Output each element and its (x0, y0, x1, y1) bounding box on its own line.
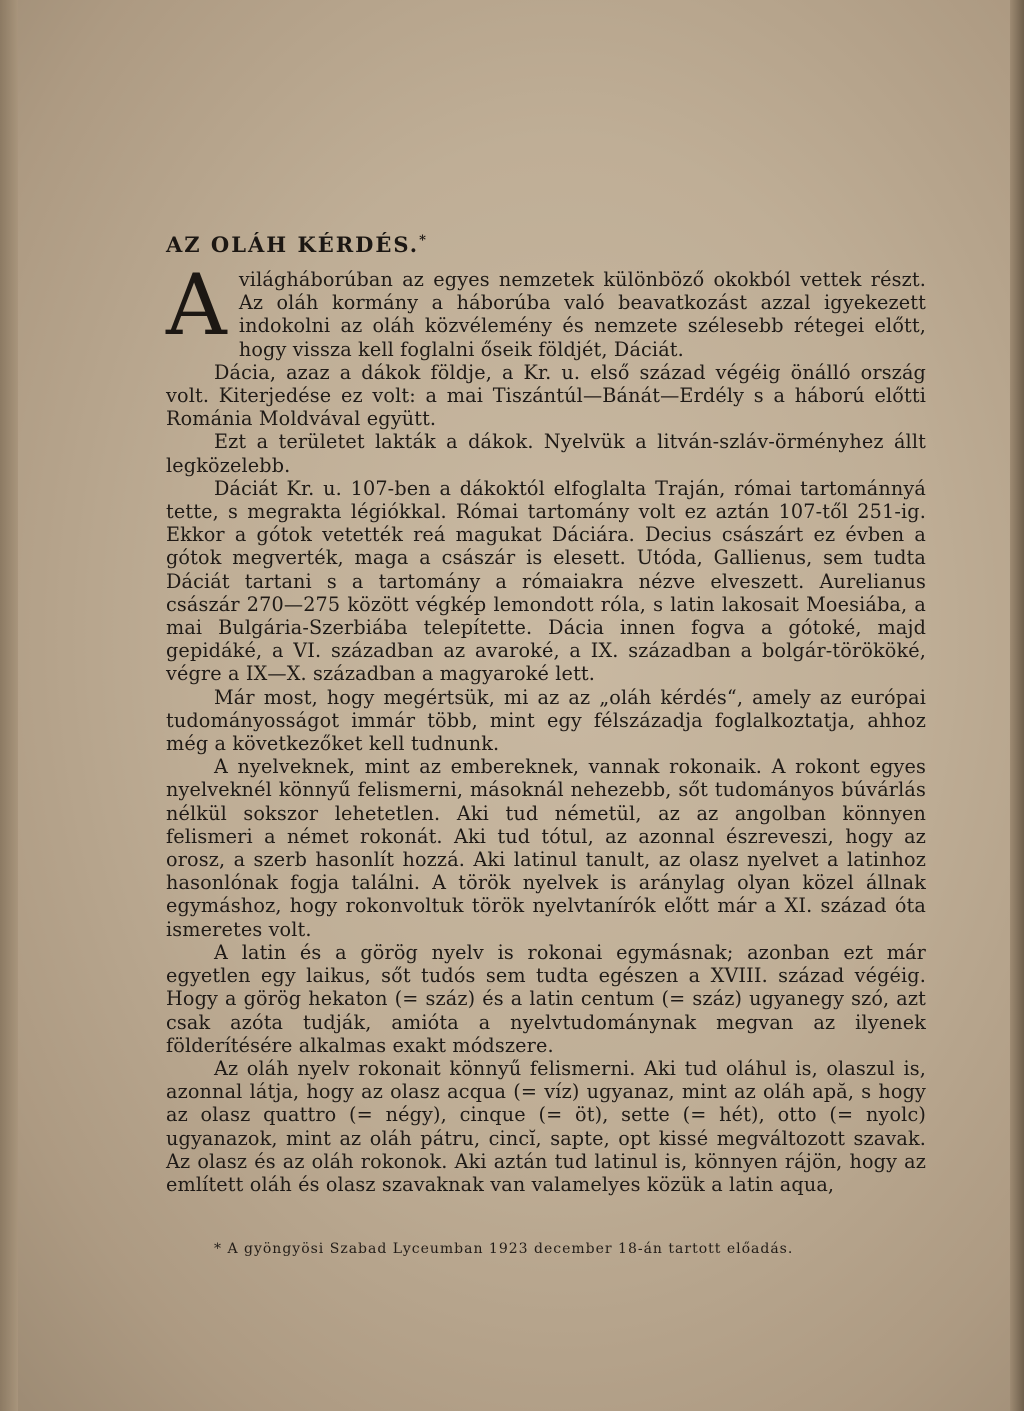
paragraph-4: Dáciát Kr. u. 107-ben a dákoktól elfoglalta Traján, római tartománnyá tette, s megrakta légiókkal. Római tartomány volt ez aztán 107-től 251-ig. Ekkor a gótok vetették reá magukat Dáciára. Decius császárt ez évben a gótok megverték, maga a császár is elesett. Utóda, Gallienus, sem tudta Dáciát tartani s a tartomány a rómaiakra nézve elveszett. Aurelianus császár 270—275 között végkép lemondott róla, s latin lakosait Moesiába, a mai Bulgária-Szerbiába telepítette. Dácia innen fogva a gótoké, majd gepidáké, a VI. században az avaroké, a IX. században a bolgár-törököké, végre a IX—X. században a magyaroké lett. (166, 476, 926, 686)
article-body (166, 226, 926, 1196)
paragraph-1-text: világháborúban az egyes nemzetek különböző okokból vettek részt. Az oláh kormány a háborúba való beavatkozást azzal igyekezett indokolni az oláh közvélemény és nemzete szélesebb rétegei előtt, hogy vissza kell foglalni őseik földjét, Dáciát. (238, 268, 926, 361)
paragraph-8: Az oláh nyelv rokonait könnyű felismerni. Aki tud oláhul is, olaszul is, azonnal látja, hogy az olasz acqua (= víz) ugyanaz, mint az oláh apă, s hogy az olasz quattro (= négy), cinque (= öt), sette (= hét), otto (= nyolc) ugyanazok, mint az oláh pátru, cincĭ, sapte, opt kissé megváltozott szavak. Az olasz és az oláh rokonok. Aki aztán tud latinul is, könnyen rájön, hogy az említett oláh és olasz szavaknak van valamelyes közük a latin aqua, (166, 1056, 926, 1196)
footnote: * A gyöngyösi Szabad Lyceumban 1923 december 18-án tartott előadás. (214, 1241, 794, 1257)
article-title-text: AZ OLÁH KÉRDÉS. (166, 232, 420, 257)
page-edge-right (1010, 0, 1024, 1411)
paragraph-2: Dácia, azaz a dákok földje, a Kr. u. első század végéig önálló ország volt. Kiterjedése ez volt: a mai Tiszántúl—Bánát—Erdély s a háború előtti Románia Moldvával együtt. (166, 360, 926, 431)
drop-cap: A (166, 256, 227, 354)
paragraph-7: A latin és a görög nyelv is rokonai egymásnak; azonban ezt már egyetlen egy laikus, sőt tudós sem tudta egészen a XVIII. század végéig. Hogy a görög hekaton (= száz) és a latin centum (= száz) ugyanegy szó, azt csak azóta tudják, amióta a nyelvtudománynak megvan az ilyenek földerítésére alkalmas exakt módszere. (166, 940, 926, 1057)
article-text (166, 256, 926, 1196)
paragraph-1 (166, 256, 926, 361)
paragraph-3: Ezt a területet lakták a dákok. Nyelvük a litván-szláv-örményhez állt legközelebb. (166, 430, 926, 477)
footnote-marker: * (419, 233, 428, 248)
paragraph-6: A nyelveknek, mint az embereknek, vannak rokonaik. A rokont egyes nyelveknél könnyű felismerni, másoknál nehezebb, sőt tudományos búvárlás nélkül sokszor lehetetlen. Aki tud németül, az az angolban könnyen felismeri a német rokonát. Aki tud tótul, az azonnal észreveszi, hogy az orosz, a szerb hasonlít hozzá. Aki latinul tanult, az olasz nyelvet a latinhoz hasonlónak fogja találni. A török nyelvek is aránylag olyan közel állnak egymáshoz, hogy rokonvoltuk török nyelvtanírók előtt már a XI. század óta ismeretes volt. (166, 755, 926, 941)
article-title (166, 226, 926, 260)
page-edge-left (0, 0, 18, 1411)
paragraph-5: Már most, hogy megértsük, mi az az „oláh kérdés“, amely az európai tudományosságot immár több, mint egy félszázadja foglalkoztatja, ahhoz még a következőket kell tudnunk. (166, 685, 926, 756)
